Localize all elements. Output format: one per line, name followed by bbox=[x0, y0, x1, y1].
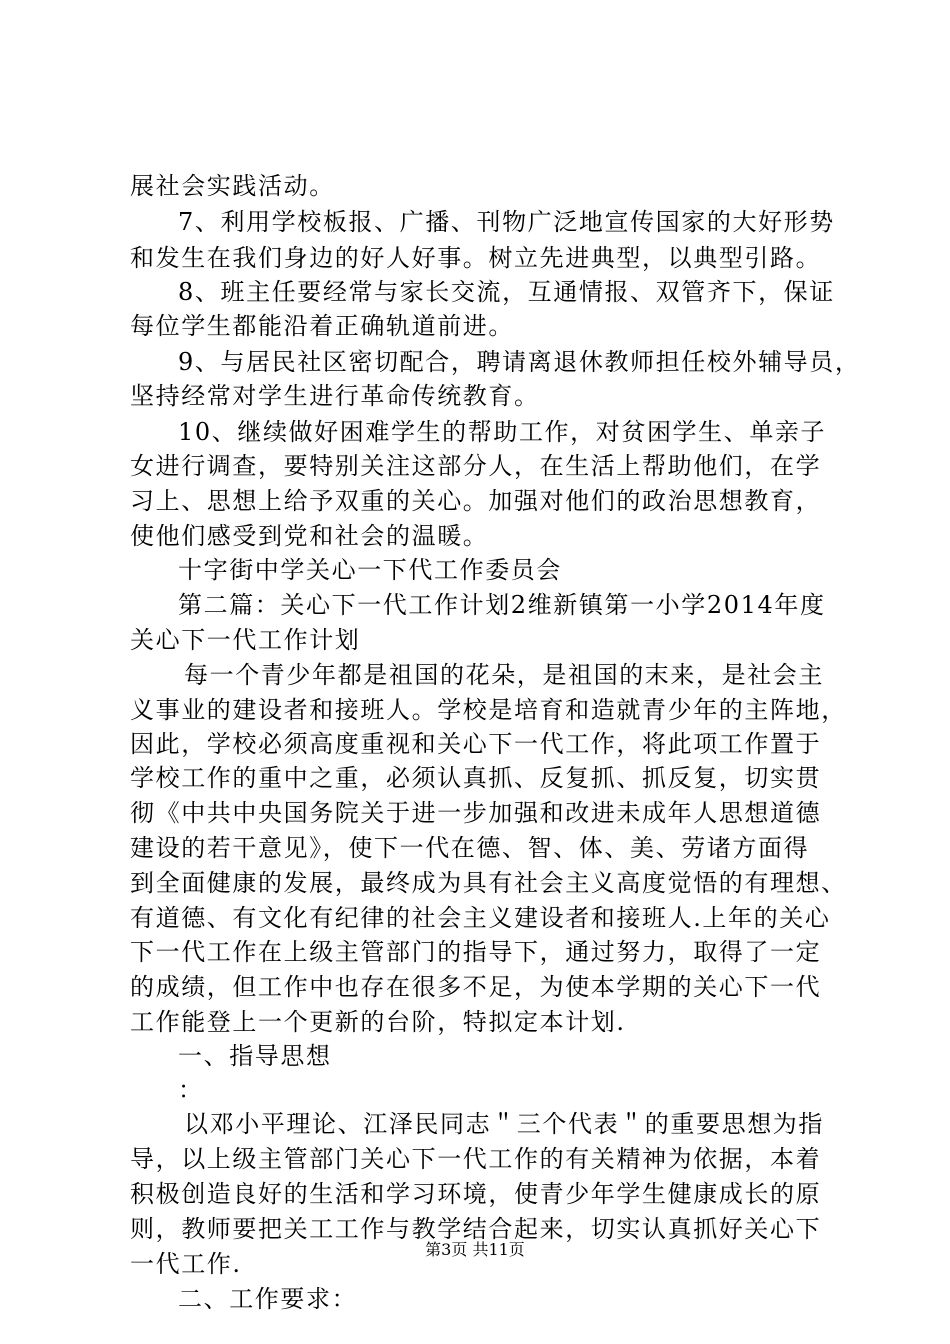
text-line: 8、班主任要经常与家长交流，互通情报、双管齐下，保证 bbox=[178, 278, 835, 306]
text-line: 使他们感受到党和社会的温暖。 bbox=[130, 522, 489, 550]
text-line: 关心下一代工作计划 bbox=[130, 626, 361, 654]
text-line: 学校工作的重中之重，必须认真抓、反复抓、抓反复，切实贯 bbox=[130, 764, 822, 792]
page-number-footer: 第3页 共11页 bbox=[425, 1240, 525, 1259]
text-line: 二、工作要求： bbox=[178, 1285, 358, 1313]
text-line: 因此，学校必须高度重视和关心下一代工作，将此项工作置于 bbox=[130, 730, 822, 758]
text-line: 的成绩，但工作中也存在很多不足，为使本学期的关心下一代 bbox=[130, 973, 822, 1001]
text-line: 下一代工作在上级主管部门的指导下，通过努力，取得了一定 bbox=[130, 938, 822, 966]
text-line: 导，以上级主管部门关心下一代工作的有关精神为依据，本着 bbox=[130, 1145, 822, 1173]
text-line: 坚持经常对学生进行革命传统教育。 bbox=[130, 382, 540, 410]
text-line: 一、指导思想 bbox=[178, 1042, 332, 1070]
text-line: 建设的若干意见》，使下一代在德、智、体、美、劳诸方面得 bbox=[130, 834, 810, 862]
text-line: 9、与居民社区密切配合，聘请离退休教师担任校外辅导员， bbox=[178, 348, 861, 376]
text-line: 习上、思想上给予双重的关心。加强对他们的政治思想教育， bbox=[130, 487, 822, 515]
text-line: 有道德、有文化有纪律的社会主义建设者和接班人.上年的关心 bbox=[130, 904, 831, 932]
text-line: 第二篇：关心下一代工作计划2维新镇第一小学2014年度 bbox=[178, 591, 826, 619]
text-line: 7、利用学校板报、广播、刊物广泛地宣传国家的大好形势 bbox=[178, 208, 835, 236]
text-line: 到全面健康的发展，最终成为具有社会主义高度觉悟的有理想、 bbox=[130, 869, 847, 897]
text-line: 彻《中共中央国务院关于进一步加强和改进未成年人思想道德 bbox=[130, 799, 822, 827]
text-line: 10、继续做好困难学生的帮助工作，对贫困学生、单亲子 bbox=[178, 418, 827, 446]
text-line: 则，教师要把关工工作与教学结合起来，切实认真抓好关心下 bbox=[130, 1215, 822, 1243]
text-line: 女进行调查，要特别关注这部分人，在生活上帮助他们，在学 bbox=[130, 452, 822, 480]
text-line: 和发生在我们身边的好人好事。树立先进典型，以典型引路。 bbox=[130, 244, 822, 272]
text-line: ： bbox=[178, 1076, 204, 1104]
text-line: 十字街中学关心一下代工作委员会 bbox=[178, 556, 562, 584]
text-line: 一代工作. bbox=[130, 1250, 242, 1278]
text-line: 每位学生都能沿着正确轨道前进。 bbox=[130, 312, 514, 340]
text-line: 展社会实践活动。 bbox=[130, 172, 335, 200]
text-line: 工作能登上一个更新的台阶，特拟定本计划. bbox=[130, 1008, 626, 1036]
text-line: 以邓小平理论、江泽民同志＂三个代表＂的重要思想为指 bbox=[184, 1110, 824, 1138]
text-line: 义事业的建设者和接班人。学校是培育和造就青少年的主阵地， bbox=[130, 696, 847, 724]
text-line: 积极创造良好的生活和学习环境，使青少年学生健康成长的原 bbox=[130, 1180, 822, 1208]
text-line: 每一个青少年都是祖国的花朵，是祖国的末来，是社会主 bbox=[184, 661, 824, 689]
